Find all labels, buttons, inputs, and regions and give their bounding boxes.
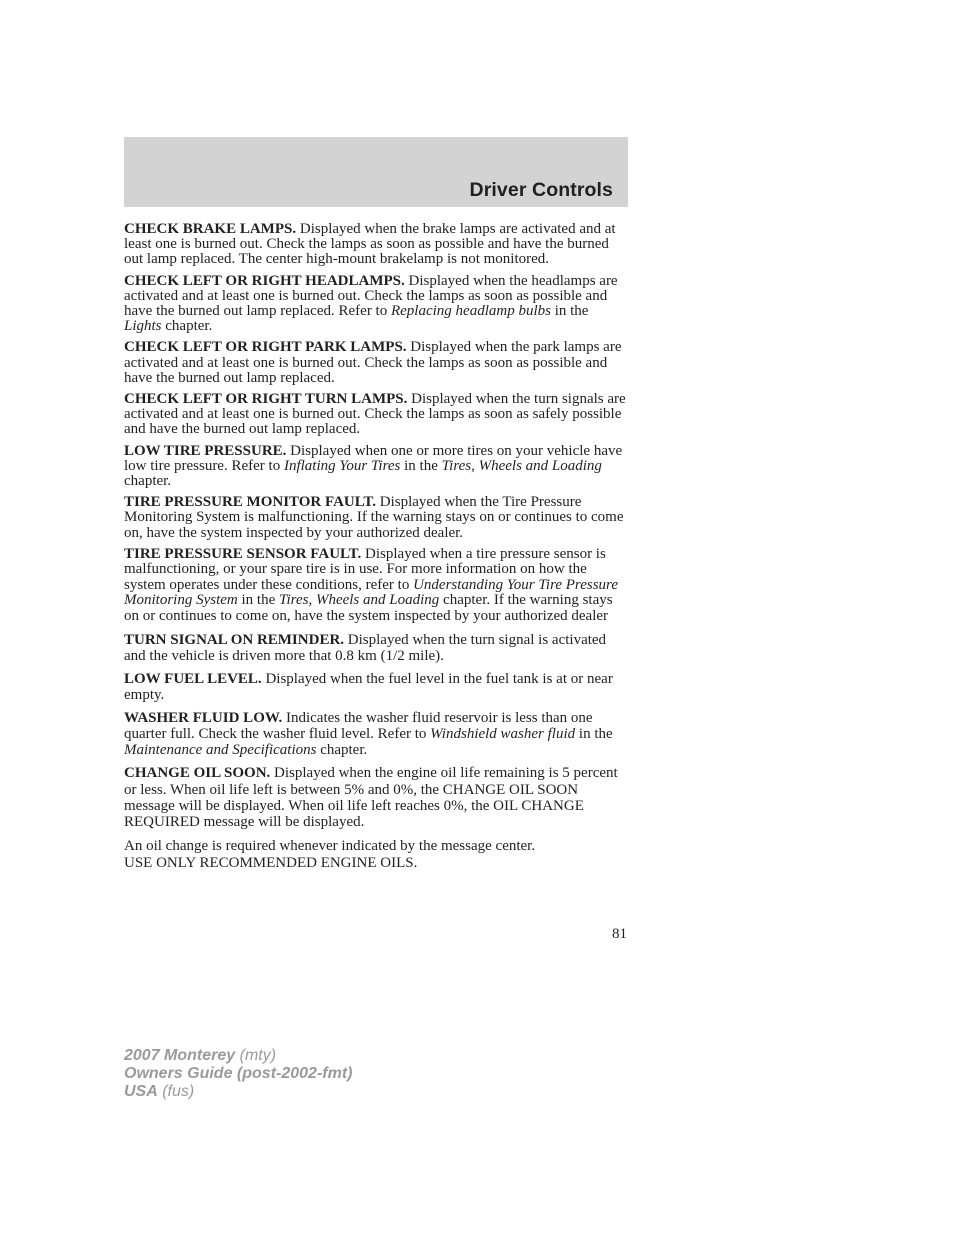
entry-low-tire-pressure <box>124 444 628 490</box>
entry-text: chapter. <box>316 742 368 759</box>
page-number: 81 <box>612 926 627 942</box>
entry-low-fuel-level <box>124 671 628 703</box>
entry-text: Displayed when the turn signal is activated and the vehicle is driven more that 0.8 km (1/2 mile). <box>124 632 607 665</box>
entry-tire-pressure-monitor-fault <box>124 495 628 541</box>
entry-text: chapter. <box>161 318 213 335</box>
entry-tire-pressure-sensor-fault <box>124 547 628 625</box>
entry-term: TIRE PRESSURE SENSOR FAULT. <box>124 545 362 562</box>
entry-term: LOW FUEL LEVEL. <box>124 671 262 688</box>
chapter-reference: Tires, Wheels and Loading <box>441 457 602 474</box>
entry-text: Displayed when the turn signals are activated and at least one is burned out. Check the lamps as soon as safely possible and have the burned out lamp replaced. <box>124 391 626 438</box>
entry-turn-signal-reminder <box>124 632 628 664</box>
entry-term: CHANGE OIL SOON. <box>124 765 271 782</box>
section-header-band <box>124 137 628 207</box>
entry-text: Displayed when the park lamps are activated and at least one is burned out. Check the lamps as soon as possible and have the burned out lamp replaced. <box>124 339 622 386</box>
entry-text: chapter. <box>124 473 172 490</box>
page-body <box>124 222 628 872</box>
closing-line: An oil change is required whenever indicated by the message center. <box>124 837 536 854</box>
entry-term: CHECK LEFT OR RIGHT HEADLAMPS. <box>124 272 405 289</box>
cross-reference: Understanding Your Tire Pressure Monitoring System <box>124 576 618 609</box>
entry-check-brake-lamps <box>124 222 628 268</box>
footer-market-line: USA (fus) <box>124 1083 195 1100</box>
entry-check-park-lamps <box>124 340 628 386</box>
entry-text: Displayed when a tire pressure sensor is malfunctioning, or your spare tire is in use. For more information on how the system operates under these conditions, refer to <box>124 545 606 593</box>
entry-text: in the <box>237 592 279 609</box>
entry-text: Displayed when the brake lamps are activated and at least one is burned out. Check the lamps as soon as possible and have the burned out lamp replaced. The center high-mount brakelamp is not monitored. <box>124 221 616 268</box>
entry-term: TURN SIGNAL ON REMINDER. <box>124 632 345 649</box>
footer-guide-line: Owners Guide (post-2002-fmt) <box>124 1065 353 1082</box>
entry-check-headlamps <box>124 274 628 335</box>
entry-text: Displayed when one or more tires on your vehicle have low tire pressure. Refer to <box>124 442 623 474</box>
entry-text: Indicates the washer fluid reservoir is less than one quarter full. Check the washer fluid level. Refer to <box>124 710 593 743</box>
document-footer <box>124 1047 352 1101</box>
chapter-reference: Tires, Wheels and Loading <box>279 592 440 609</box>
entry-text: in the <box>550 303 589 320</box>
entry-change-oil-soon <box>124 765 628 830</box>
chapter-reference: Maintenance and Specifications <box>124 742 317 759</box>
entry-text: Displayed when the headlamps are activated and at least one is burned out. Check the lamps as soon as possible and have the burned out lamp replaced. Refer to <box>124 272 618 320</box>
entry-text: Displayed when the engine oil life remaining is 5 percent or less. When oil life left is between 5% and 0%, the CHANGE OIL SOON message will be displayed. When oil life left reaches 0%, the OIL CHANGE REQUIRED message will be displayed. <box>124 765 618 831</box>
entry-term: TIRE PRESSURE MONITOR FAULT. <box>124 494 376 511</box>
entry-text: Displayed when the fuel level in the fuel tank is at or near empty. <box>124 671 613 704</box>
closing-note <box>124 838 628 872</box>
entry-term: CHECK LEFT OR RIGHT PARK LAMPS. <box>124 339 407 356</box>
chapter-reference: Lights <box>124 318 162 335</box>
entry-term: CHECK LEFT OR RIGHT TURN LAMPS. <box>124 391 408 408</box>
entry-term: LOW TIRE PRESSURE. <box>124 442 287 459</box>
entry-term: CHECK BRAKE LAMPS. <box>124 221 297 237</box>
entry-text: in the <box>575 726 613 743</box>
footer-model-line: 2007 Monterey (mty) <box>124 1047 277 1064</box>
entry-text: Displayed when the Tire Pressure Monitoring System is malfunctioning. If the warning stays on or continues to come on, have the system inspected by your authorized dealer. <box>124 494 624 541</box>
closing-line-emphasis: USE ONLY RECOMMENDED ENGINE OILS. <box>124 854 418 871</box>
cross-reference: Inflating Your Tires <box>283 457 401 474</box>
entry-washer-fluid-low <box>124 710 628 758</box>
entry-text: chapter. If the warning stays on or continues to come on, have the system inspected by your authorized dealer <box>124 592 613 624</box>
cross-reference: Windshield washer fluid <box>430 726 576 743</box>
cross-reference: Replacing headlamp bulbs <box>390 303 551 320</box>
section-title: Driver Controls <box>469 179 613 201</box>
entry-term: WASHER FLUID LOW. <box>124 710 283 727</box>
entry-text: in the <box>400 457 442 474</box>
entry-check-turn-lamps <box>124 392 628 438</box>
